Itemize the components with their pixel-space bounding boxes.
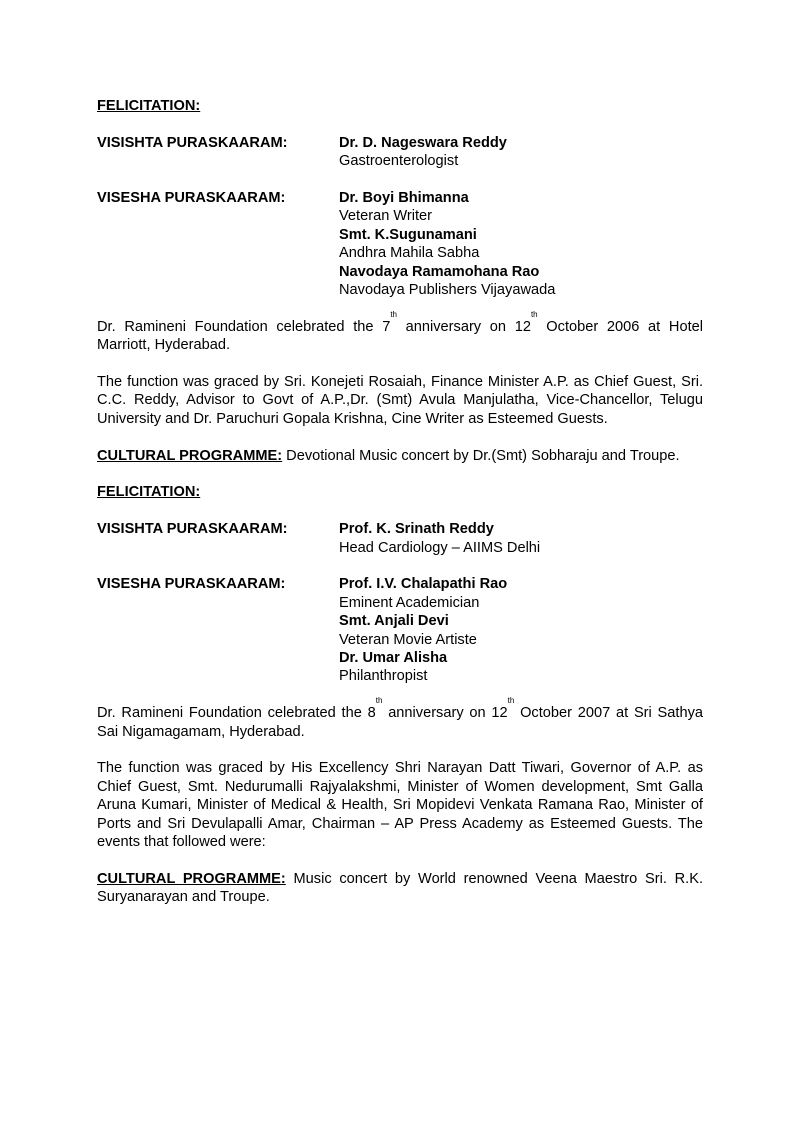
visishta-award-label: VISISHTA PURASKAARAM: [97, 521, 288, 538]
function-paragraph: The function was graced by Sri. Konejeti Rosaiah, Finance Minister A.P. as Chief Guest, Sri. C.C. Reddy, Advisor to Govt of A.P.,Dr. (Smt) Avula Manjulatha, Vice-Chancellor, Telugu University and Dr. Paruchuri Gopala Krishna, Cine Writer as Esteemed Guests. [97, 374, 703, 427]
visesha-awardees [339, 189, 703, 299]
awardee-name: Dr. Boyi Bhimanna [339, 190, 469, 206]
anniversary-text: October 2006 at Hotel Marriott, Hyderabad. [97, 318, 703, 354]
visishta-awardees [339, 520, 703, 557]
cultural-text: Devotional Music concert by Dr.(Smt) Sobharaju and Troupe. [282, 447, 680, 464]
cultural-heading: CULTURAL PROGRAMME: [97, 447, 283, 464]
function-paragraph: The function was graced by His Excellency Shri Narayan Datt Tiwari, Governor of A.P. as Chief Guest, Smt. Nedurumalli Rajyalakshmi, Minister of Women development, Smt Galla Aruna Kumari, Minister of Medical & Health, Sri Mopidevi Venkata Ramana Rao, Minister of Ports and Sri Devulapalli Amar, Chairman – AP Press Academy as Esteemed Guests. The events that followed were: [97, 760, 703, 851]
felicitation-heading: FELICITATION: [97, 484, 201, 501]
awardee-name: Prof. K. Srinath Reddy [339, 521, 494, 538]
visesha-awardees [339, 575, 703, 685]
awardee-role: Navodaya Publishers Vijayawada [339, 282, 556, 299]
anniversary-paragraph [97, 696, 703, 741]
awardee-role: Veteran Movie Artiste [339, 631, 477, 648]
awardee-name: Navodaya Ramamohana Rao [339, 263, 540, 280]
document-page [97, 97, 703, 925]
cultural-text: Music concert by World renowned Veena Maestro Sri. R.K. Suryanarayan and Troupe. [97, 870, 703, 906]
cultural-paragraph [97, 870, 703, 907]
ordinal-suffix: th [375, 696, 383, 706]
awardee-role: Gastroenterologist [339, 153, 459, 170]
cultural-heading: CULTURAL PROGRAMME: [97, 870, 286, 887]
awardee-role: Head Cardiology – AIIMS Delhi [339, 539, 541, 556]
anniversary-text: Dr. Ramineni Foundation celebrated the 7 [97, 318, 391, 335]
visesha-award-block [97, 575, 703, 685]
anniversary-text: anniversary on 12 [382, 705, 508, 722]
ordinal-suffix: th [507, 696, 515, 706]
visishta-award-block [97, 134, 703, 171]
anniversary-paragraph [97, 309, 703, 355]
awardee-name: Dr. D. Nageswara Reddy [339, 134, 507, 151]
visesha-award-label: VISESHA PURASKAARAM: [97, 576, 286, 593]
ordinal-suffix: th [390, 309, 397, 319]
awardee-name: Prof. I.V. Chalapathi Rao [339, 576, 508, 593]
awardee-name: Smt. Anjali Devi [339, 613, 449, 630]
visishta-award-label: VISISHTA PURASKAARAM: [97, 134, 288, 151]
awardee-role: Eminent Academician [339, 594, 480, 611]
felicitation-heading: FELICITATION: [97, 98, 201, 114]
awardee-role: Philanthropist [339, 668, 428, 685]
awardee-role: Veteran Writer [339, 208, 433, 225]
cultural-paragraph [97, 447, 703, 465]
ordinal-suffix: th [530, 309, 538, 319]
awardee-role: Andhra Mahila Sabha [339, 245, 480, 262]
visishta-award-block [97, 520, 703, 557]
anniversary-text: anniversary on 12 [396, 318, 531, 335]
awardee-name: Smt. K.Sugunamani [339, 226, 477, 243]
anniversary-text: Dr. Ramineni Foundation celebrated the 8 [97, 705, 376, 722]
visesha-award-label: VISESHA PURASKAARAM: [97, 190, 286, 206]
awardee-name: Dr. Umar Alisha [339, 650, 448, 667]
visishta-awardees [339, 134, 703, 171]
visesha-award-block [97, 189, 703, 299]
anniversary-text: October 2007 at Sri Sathya Sai Nigamagamam, Hyderabad. [97, 705, 703, 740]
